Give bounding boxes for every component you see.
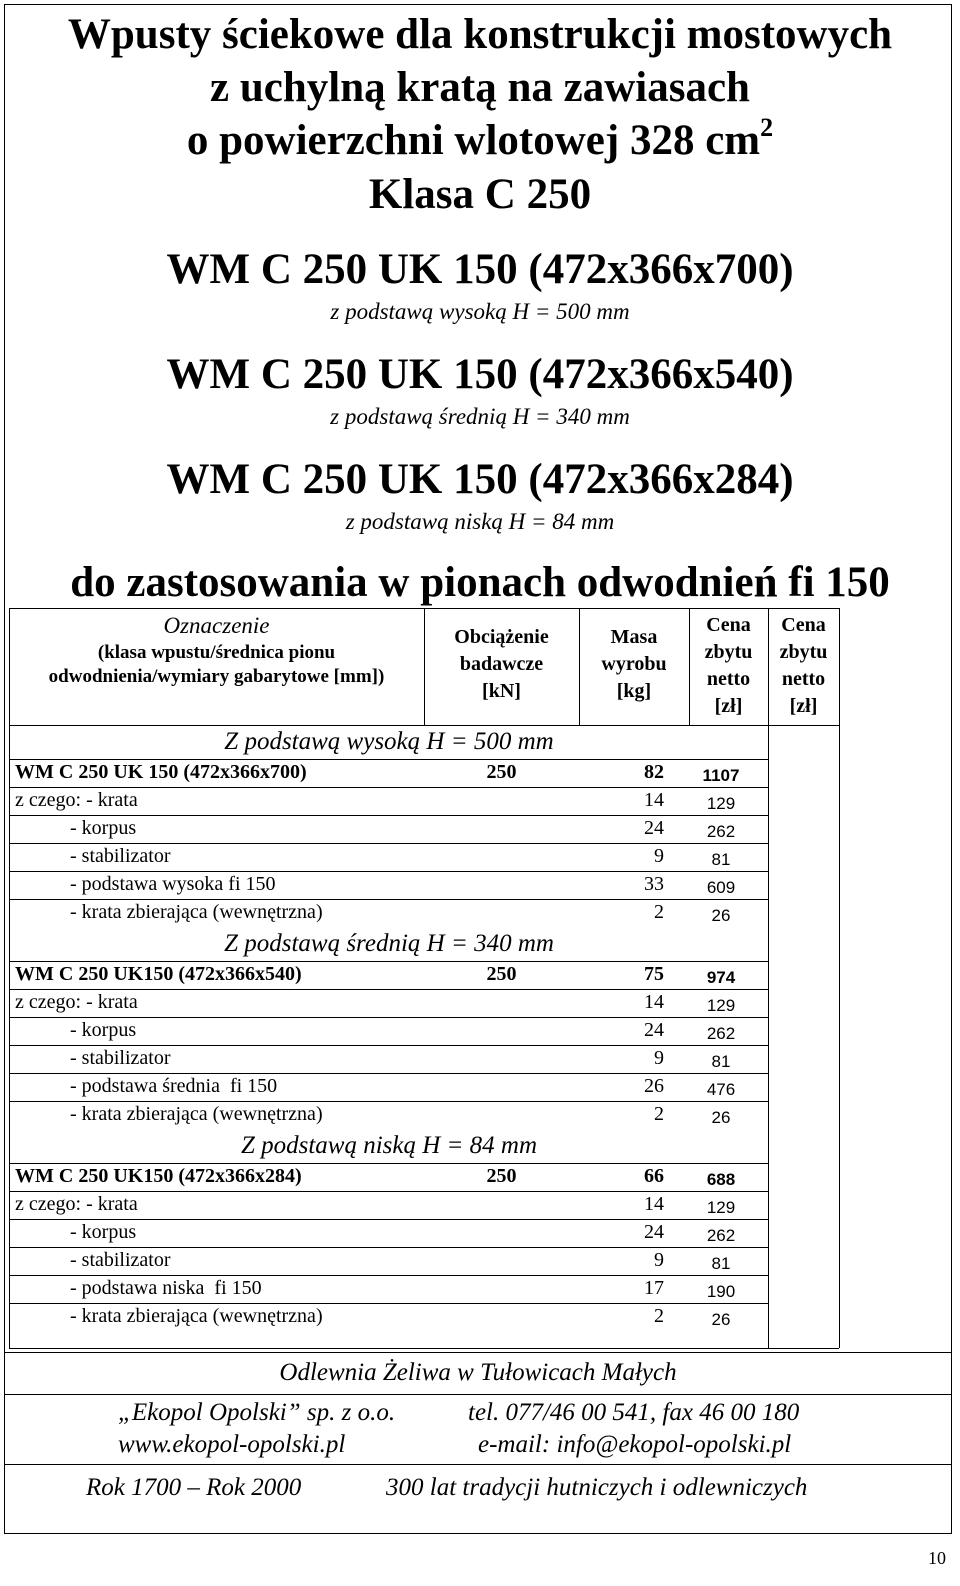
footer-www: www.ekopol-opolski.pl: [118, 1431, 346, 1458]
table-row: [9, 1274, 839, 1302]
row-designation: - stabilizator: [15, 1249, 171, 1271]
row-mass: 82: [644, 761, 664, 783]
row-designation: - korpus: [15, 817, 137, 839]
row-designation: WM C 250 UK150 (472x366x540): [15, 963, 302, 985]
row-price: 609: [706, 878, 736, 897]
row-designation: - korpus: [15, 1019, 137, 1041]
row-designation: WM C 250 UK 150 (472x366x700): [15, 761, 307, 783]
row-designation: - stabilizator: [15, 845, 171, 867]
table-row: [9, 758, 839, 786]
row-price: 129: [706, 1198, 736, 1217]
row-price: 129: [706, 996, 736, 1015]
row-price: 129: [706, 794, 736, 813]
row-price: 262: [706, 1226, 736, 1245]
section-title: Z podstawą wysoką H = 500 mm: [224, 728, 554, 755]
row-designation: - podstawa średnia fi 150: [15, 1075, 278, 1097]
row-designation: - podstawa wysoka fi 150: [15, 873, 276, 895]
row-load: 250: [486, 761, 517, 783]
row-designation: WM C 250 UK150 (472x366x284): [15, 1165, 302, 1187]
table-row: [9, 1016, 839, 1044]
row-price: 688: [706, 1170, 736, 1189]
row-mass: 66: [644, 1165, 664, 1187]
table-row: [9, 1190, 839, 1218]
header-mass: Masa wyrobu [kg]: [601, 626, 667, 702]
footer-divider-2: [4, 1394, 952, 1395]
table-row: [9, 1044, 839, 1072]
row-mass: 9: [654, 1047, 664, 1069]
row-mass: 2: [654, 1103, 664, 1125]
row-mass: 9: [654, 845, 664, 867]
page-number: 10: [928, 1548, 946, 1568]
header-price-1: Cena zbytu netto [zł]: [704, 614, 753, 717]
row-load: 250: [486, 963, 517, 985]
row-price: 262: [706, 1024, 736, 1043]
model-3-base: z podstawą niską H = 84 mm: [345, 509, 615, 534]
model-2-name: WM C 250 UK 150 (472x366x540): [166, 351, 794, 398]
header-load: Obciążenie badawcze [kN]: [454, 626, 549, 702]
row-designation: z czego: - krata: [15, 789, 138, 811]
row-mass: 14: [644, 789, 664, 811]
row-price: 974: [706, 968, 736, 987]
row-mass: 24: [644, 1221, 664, 1243]
row-designation: - korpus: [15, 1221, 137, 1243]
title-line-4: Klasa C 250: [368, 171, 592, 218]
table-row: [9, 898, 839, 926]
footer-email: e-mail: info@ekopol-opolski.pl: [478, 1431, 792, 1458]
row-mass: 33: [644, 873, 664, 895]
row-load: 250: [486, 1165, 517, 1187]
row-designation: - krata zbierająca (wewnętrzna): [15, 1305, 323, 1327]
section-title: Z podstawą niską H = 84 mm: [240, 1132, 538, 1159]
model-2-base: z podstawą średnią H = 340 mm: [330, 404, 630, 429]
row-mass: 26: [644, 1075, 664, 1097]
model-3-name: WM C 250 UK 150 (472x366x284): [166, 456, 794, 503]
footer-divider-1: [4, 1352, 952, 1353]
row-designation: - podstawa niska fi 150: [15, 1277, 262, 1299]
model-1-name: WM C 250 UK 150 (472x366x700): [166, 246, 794, 293]
row-mass: 9: [654, 1249, 664, 1271]
header-price-2: Cena zbytu netto [zł]: [779, 614, 828, 717]
row-mass: 17: [644, 1277, 664, 1299]
row-mass: 2: [654, 1305, 664, 1327]
row-price: 1107: [702, 766, 740, 785]
header-designation: Oznaczenie (klasa wpustu/średnica pionu odwodnienia/wymiary gabarytowe [mm]): [48, 613, 385, 687]
price-table: [9, 608, 839, 1348]
title-line-2: z uchylną kratą na zawiasach: [210, 64, 750, 111]
footer-company: Odlewnia Żeliwa w Tułowicach Małych: [279, 1359, 677, 1386]
table-row: [9, 960, 839, 988]
row-designation: - krata zbierająca (wewnętrzna): [15, 1103, 323, 1125]
table-row: [9, 1100, 839, 1128]
row-mass: 24: [644, 1019, 664, 1041]
row-price: 190: [706, 1282, 736, 1301]
table-row: [9, 1218, 839, 1246]
row-price: 26: [711, 1108, 731, 1127]
table-row: [9, 1162, 839, 1190]
row-mass: 75: [644, 963, 664, 985]
row-price: 476: [706, 1080, 736, 1099]
table-row: [9, 1072, 839, 1100]
footer-firm: „Ekopol Opolski” sp. z o.o.: [118, 1399, 396, 1426]
row-mass: 2: [654, 901, 664, 923]
row-price: 262: [706, 822, 736, 841]
footer-phone: tel. 077/46 00 541, fax 46 00 180: [468, 1399, 800, 1426]
table-row: [9, 1246, 839, 1274]
table-row: [9, 814, 839, 842]
section-title: Z podstawą średnią H = 340 mm: [224, 930, 554, 957]
table-row: [9, 842, 839, 870]
title-line-1: Wpusty ściekowe dla konstrukcji mostowych: [67, 11, 893, 58]
row-price: 26: [711, 1310, 731, 1329]
row-price: 26: [711, 906, 731, 925]
row-price: 81: [711, 1254, 731, 1273]
row-designation: z czego: - krata: [15, 1193, 138, 1215]
row-mass: 24: [644, 817, 664, 839]
footer-tradition: 300 lat tradycji hutniczych i odlewniczych: [386, 1474, 808, 1501]
table-row: [9, 988, 839, 1016]
footer-years: Rok 1700 – Rok 2000: [86, 1474, 302, 1501]
model-1-base: z podstawą wysoką H = 500 mm: [330, 299, 630, 324]
row-designation: - stabilizator: [15, 1047, 171, 1069]
table-row: [9, 786, 839, 814]
row-designation: - krata zbierająca (wewnętrzna): [15, 901, 323, 923]
footer-divider-3: [4, 1464, 952, 1465]
row-price: 81: [711, 850, 731, 869]
row-designation: z czego: - krata: [15, 991, 138, 1013]
row-price: 81: [711, 1052, 731, 1071]
purpose-heading: do zastosowania w pionach odwodnień fi 150: [70, 559, 890, 606]
row-mass: 14: [644, 1193, 664, 1215]
title-line-3: o powierzchni wlotowej 328 $cm^2$: [186, 113, 774, 164]
table-row: [9, 1302, 839, 1330]
row-mass: 14: [644, 991, 664, 1013]
table-row: [9, 870, 839, 898]
